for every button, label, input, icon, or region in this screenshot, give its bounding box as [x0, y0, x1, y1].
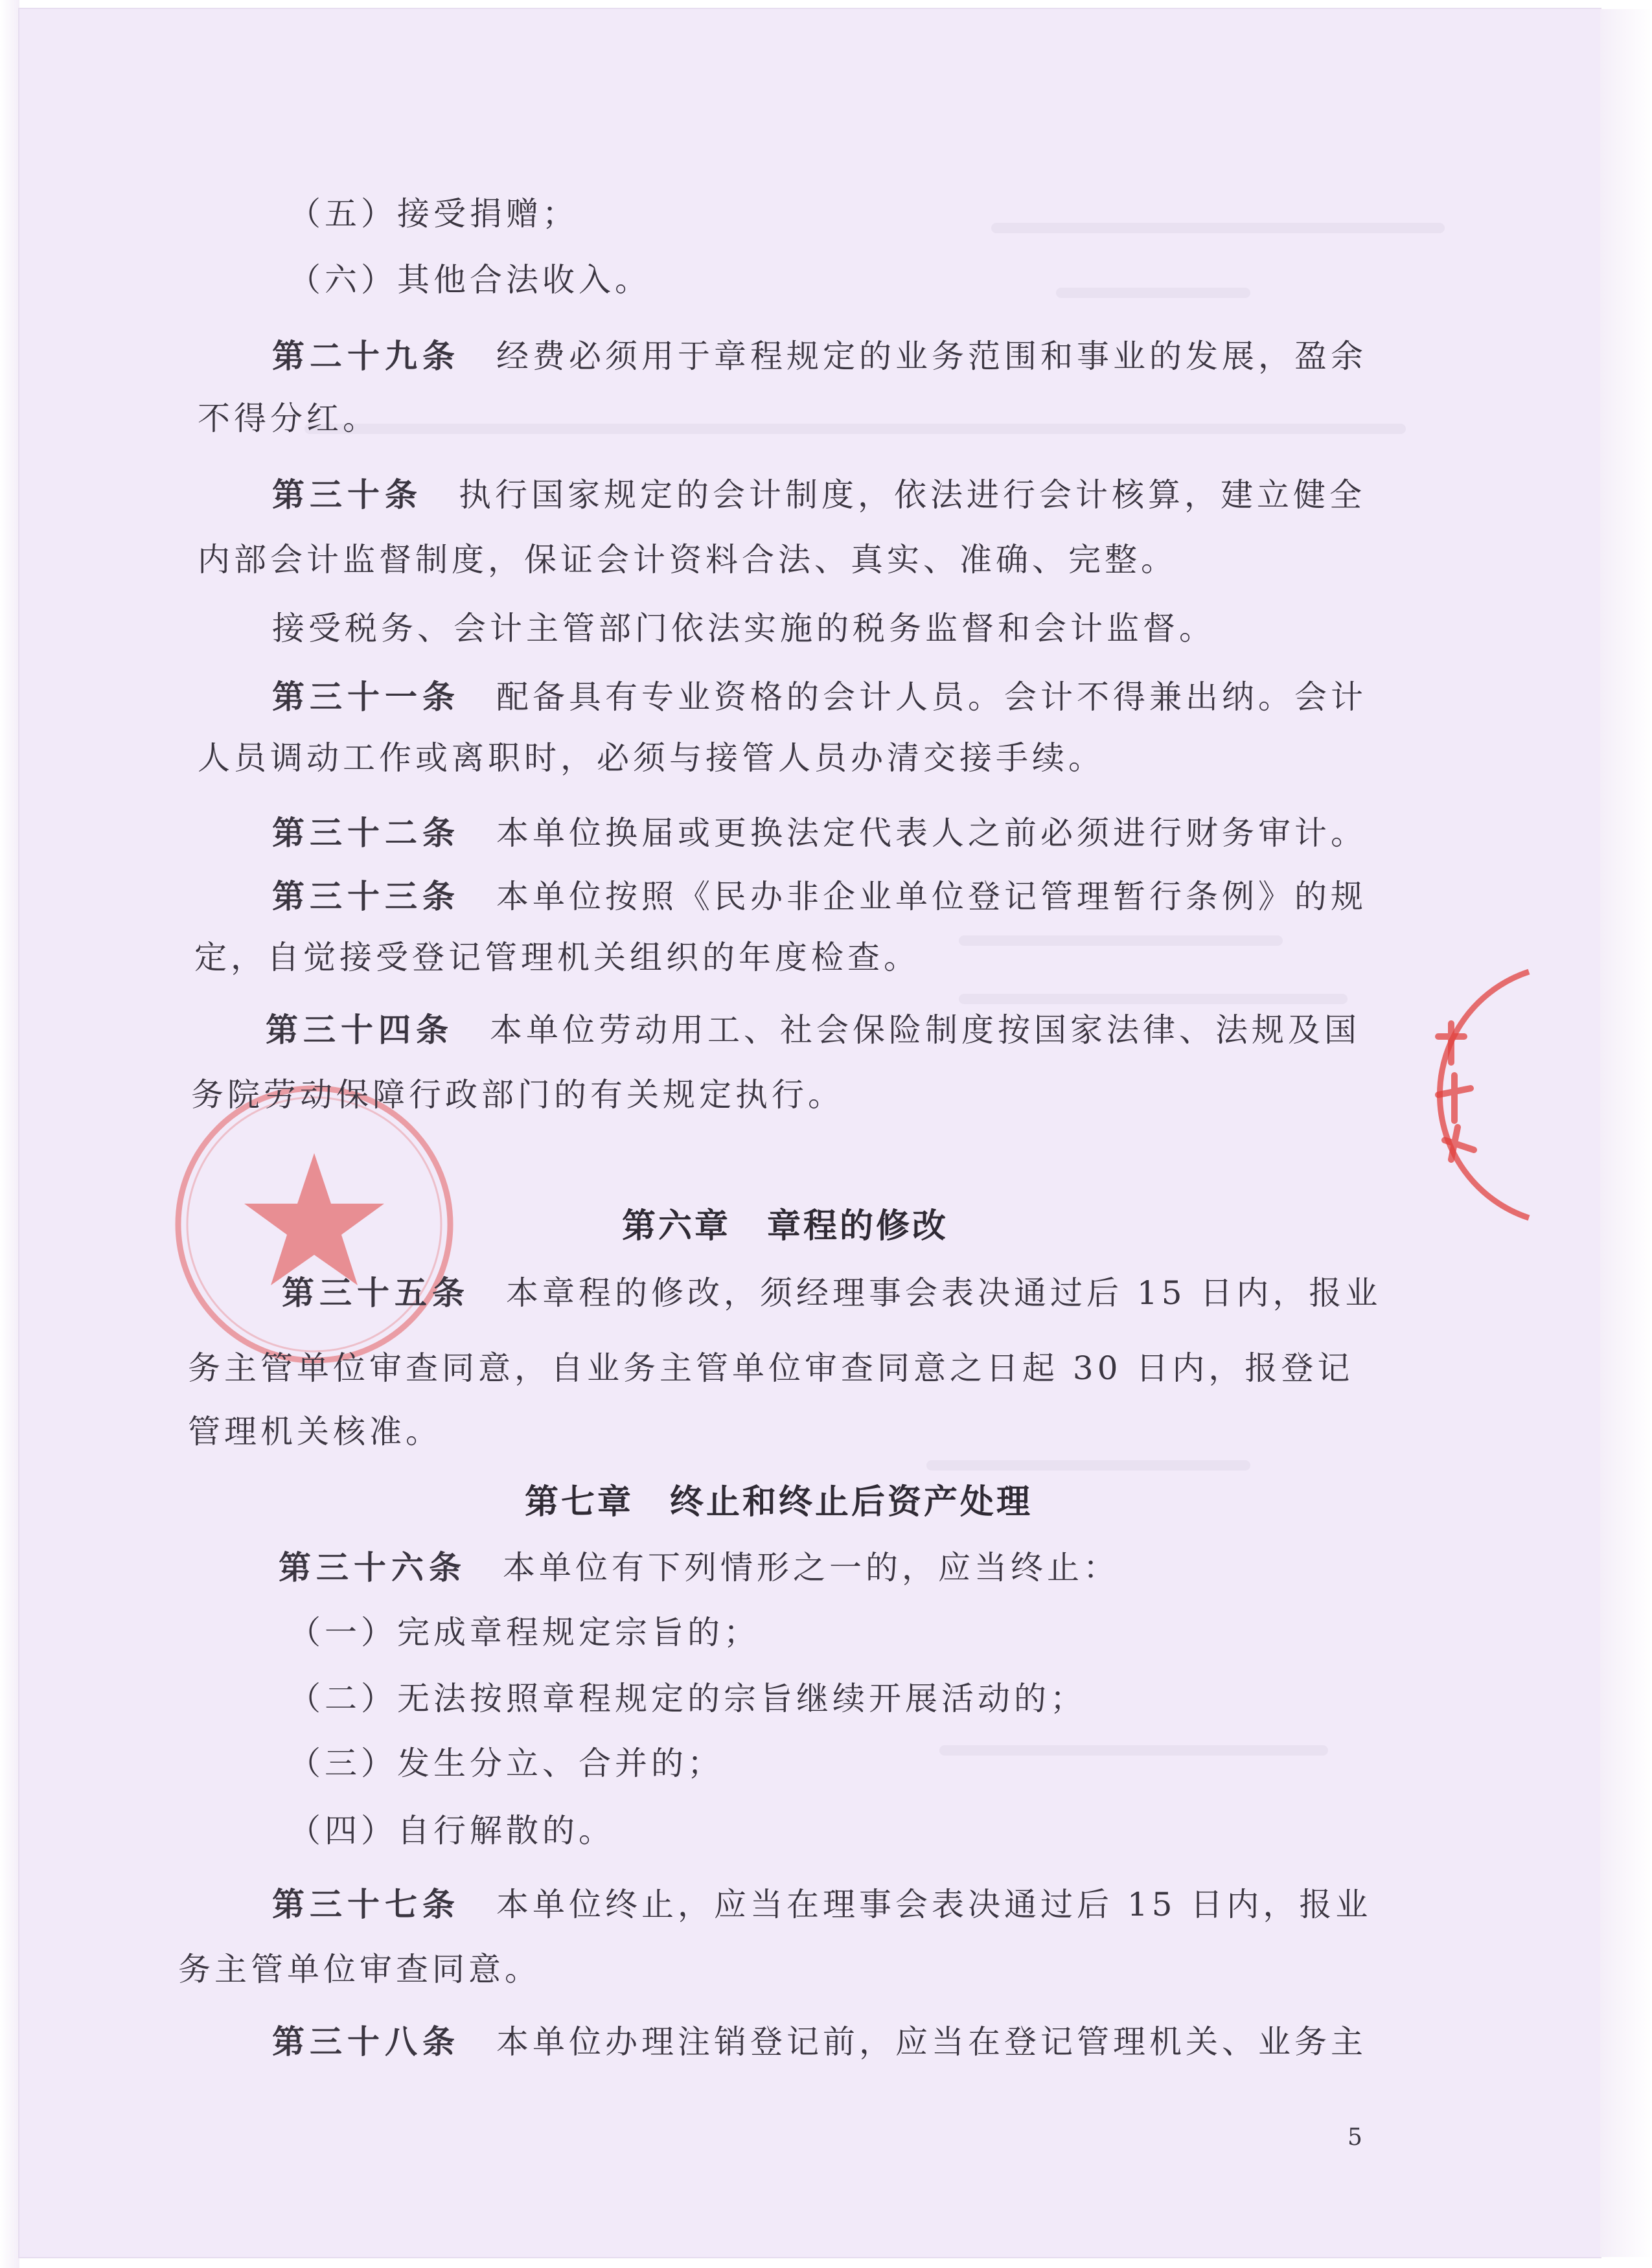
article-32-line-1 — [272, 814, 1367, 853]
article-35-line-3: 管理机关核准。 — [188, 1413, 442, 1450]
article-31-line-1 — [272, 678, 1367, 716]
article-31-line-2: 人员调动工作或离职时，必须与接管人员办清交接手续。 — [198, 739, 1105, 777]
article-32-text: 本单位换届或更换法定代表人之前必须进行财务审计。 — [496, 814, 1367, 852]
article-37-text: 本单位终止，应当在理事会表决通过后 15 日内，报业 — [496, 1886, 1372, 1923]
article-38-text: 本单位办理注销登记前，应当在登记管理机关、业务主 — [496, 2023, 1367, 2061]
article-29-label: 第二十九条 — [272, 337, 460, 375]
article-34-text: 本单位劳动用工、社会保险制度按国家法律、法规及国 — [490, 1011, 1360, 1049]
termination-item-4: （四）自行解散的。 — [288, 1812, 615, 1850]
scan-right-edge — [1600, 9, 1652, 2257]
termination-item-3: （三）发生分立、合并的； — [288, 1745, 724, 1782]
article-29-line-2: 不得分红。 — [198, 400, 379, 437]
article-36-line-1 — [279, 1548, 1119, 1587]
article-35-line-2: 务主管单位审查同意，自业务主管单位审查同意之日起 30 日内，报登记 — [188, 1349, 1354, 1387]
bleed-through-line — [959, 935, 1283, 946]
bleed-through-line — [304, 424, 1406, 434]
article-29-line-1 — [272, 337, 1367, 376]
article-34-line-1 — [266, 1011, 1360, 1049]
article-37-line-1 — [272, 1885, 1371, 1924]
article-33-line-2: 定，自觉接受登记管理机关组织的年度检查。 — [194, 939, 920, 976]
income-item-6: （六）其他合法收入。 — [288, 261, 651, 299]
article-35-label: 第三十五条 — [282, 1274, 470, 1312]
article-36-label: 第三十六条 — [279, 1548, 466, 1586]
termination-item-1: （一）完成章程规定宗旨的； — [288, 1614, 760, 1651]
bleed-through-line — [959, 994, 1348, 1004]
scan-left-edge — [0, 0, 19, 2268]
organization-seal-right — [1393, 959, 1587, 1231]
article-38-label: 第三十八条 — [272, 2022, 460, 2061]
bleed-through-line — [991, 223, 1445, 233]
termination-item-2: （二）无法按照章程规定的宗旨继续开展活动的； — [288, 1680, 1086, 1717]
page-number: 5 — [1348, 2124, 1362, 2151]
article-31-label: 第三十一条 — [272, 678, 460, 716]
article-33-text: 本单位按照《民办非企业单位登记管理暂行条例》的规 — [496, 878, 1367, 915]
article-32-label: 第三十二条 — [272, 814, 460, 852]
article-36-text: 本单位有下列情形之一的，应当终止： — [503, 1549, 1119, 1586]
article-30-line-1 — [272, 475, 1366, 514]
article-30-line-3: 接受税务、会计主管部门依法实施的税务监督和会计监督。 — [272, 610, 1215, 647]
article-38-line-1 — [272, 2022, 1367, 2061]
article-34-line-2: 务院劳动保障行政部门的有关规定执行。 — [191, 1076, 844, 1114]
article-29-text: 经费必须用于章程规定的业务范围和事业的发展，盈余 — [496, 338, 1367, 375]
organization-seal-left — [165, 1075, 463, 1373]
article-37-label: 第三十七条 — [272, 1885, 460, 1923]
article-33-label: 第三十三条 — [272, 877, 460, 915]
chapter-7-heading: 第七章 终止和终止后资产处理 — [525, 1482, 1033, 1522]
bleed-through-line — [1056, 288, 1250, 298]
article-31-text: 配备具有专业资格的会计人员。会计不得兼出纳。会计 — [496, 678, 1367, 716]
article-30-label: 第三十条 — [272, 475, 422, 514]
chapter-6-heading: 第六章 章程的修改 — [622, 1206, 949, 1246]
bleed-through-line — [939, 1745, 1328, 1756]
article-33-line-1 — [272, 877, 1367, 916]
bleed-through-line — [926, 1460, 1250, 1471]
article-35-line-1 — [282, 1274, 1381, 1312]
article-30-text: 执行国家规定的会计制度，依法进行会计核算，建立健全 — [459, 476, 1366, 514]
article-34-label: 第三十四条 — [266, 1011, 453, 1049]
article-35-text: 本章程的修改，须经理事会表决通过后 15 日内，报业 — [506, 1274, 1382, 1312]
article-30-line-2: 内部会计监督制度，保证会计资料合法、真实、准确、完整。 — [198, 541, 1177, 578]
article-37-line-2: 务主管单位审查同意。 — [178, 1951, 541, 1988]
income-item-5: （五）接受捐赠； — [288, 195, 579, 233]
